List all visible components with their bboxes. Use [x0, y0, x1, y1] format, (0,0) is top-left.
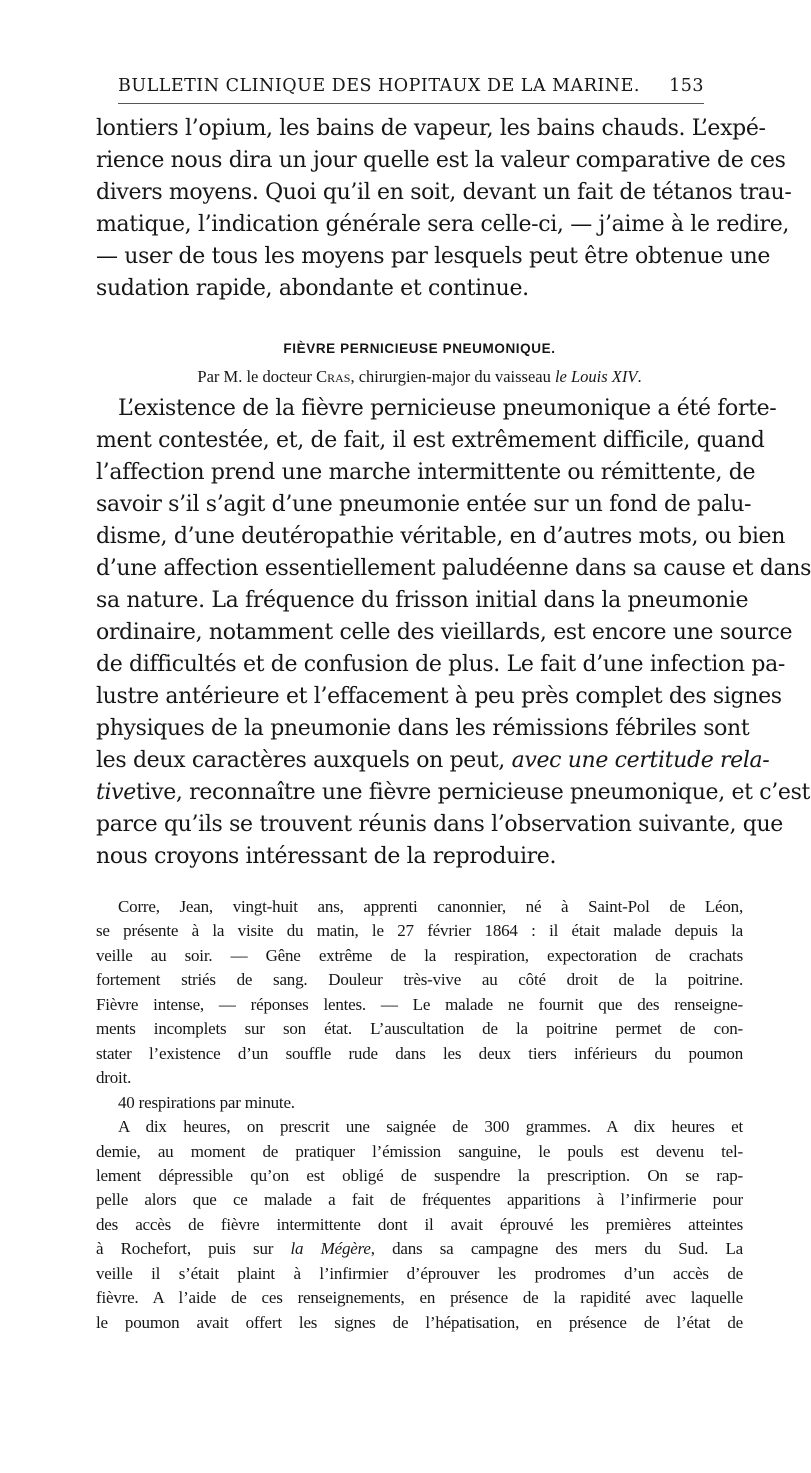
italic-phrase: tive	[96, 780, 136, 805]
running-header	[118, 76, 704, 96]
text-segment: les deux caractères auxquels on peut,	[96, 748, 505, 773]
text-line: divers moyens. Quoi qu’il en soit, devant un fait de tétanos trau-	[96, 180, 792, 205]
italic-phrase: avec une certitude rela-	[511, 748, 770, 773]
text-line: lustre antérieure et l’effacement à peu près complet des signes	[96, 684, 782, 709]
byline	[96, 367, 743, 387]
text-line: d’une affection essentiellement paludéenne dans sa cause et dans	[96, 556, 811, 581]
text-line	[96, 1237, 743, 1261]
text-line: de difficultés et de confusion de plus. Le fait d’une infection pa-	[96, 652, 785, 677]
text-line: droit.	[96, 1068, 132, 1088]
text-line: rience nous dira un jour quelle est la valeur comparative de ces	[96, 148, 786, 173]
byline-ship: le Louis XIV	[554, 367, 638, 386]
running-title: BULLETIN CLINIQUE DES HOPITAUX DE LA MARINE.	[118, 76, 640, 96]
text-line: L’existence de la fièvre pernicieuse pneumonique a été forte-	[118, 396, 777, 421]
intro-paragraph	[96, 113, 792, 305]
text-line: se présente à la visite du matin, le 27 février 1864 : il était malade depuis la	[96, 921, 743, 941]
text-line: ments incomplets sur son état. L’auscultation de la poitrine permet de con-	[96, 1019, 743, 1039]
text-line	[96, 777, 811, 809]
text-line: lement dépressible qu’on est obligé de suspendre la prescription. On se rap-	[96, 1165, 743, 1185]
text-segment: , dans sa campagne des mers du Sud. La	[370, 1239, 743, 1259]
byline-suffix: .	[637, 367, 642, 386]
text-line: physiques de la pneumonie dans les rémissions fébriles sont	[96, 716, 750, 741]
text-line: nous croyons intéressant de la reproduire.	[96, 844, 557, 869]
observation-paragraph	[96, 895, 743, 1335]
byline-author: Cras	[316, 367, 351, 386]
text-line: lontiers l’opium, les bains de vapeur, les bains chauds. L’expé-	[96, 116, 766, 141]
text-line	[96, 745, 770, 777]
byline-prefix: Par M. le docteur	[197, 367, 312, 386]
text-line: stater l’existence d’un souffle rude dans les deux tiers inférieurs du poumon	[96, 1043, 743, 1063]
text-line: des accès de fièvre intermittente dont il avait éprouvé les premières atteintes	[96, 1214, 743, 1234]
text-line: veille il s’était plaint à l’infirmier d’éprouver les prodromes d’un accès de	[96, 1263, 743, 1283]
text-line: veille au soir. — Gêne extrême de la respiration, expectoration de crachats	[96, 945, 743, 965]
text-line: Corre, Jean, vingt-huit ans, apprenti canonnier, né à Saint-Pol de Léon,	[118, 897, 743, 916]
text-line: matique, l’indication générale sera celle-ci, — j’aime à le redire,	[96, 212, 790, 237]
text-line: l’affection prend une marche intermittente ou rémittente, de	[96, 460, 756, 485]
italic-ship-name: la Mégère	[290, 1239, 371, 1259]
section-title: FIÈVRE PERNICIEUSE PNEUMONIQUE.	[283, 341, 556, 356]
text-line: A dix heures, on prescrit une saignée de 300 grammes. A dix heures et	[118, 1117, 743, 1137]
text-line: pelle alors que ce malade a fait de fréquentes apparitions à l’infirmerie pour	[96, 1190, 743, 1210]
text-line: sudation rapide, abondante et continue.	[96, 276, 529, 301]
page-number: 153	[669, 76, 704, 96]
text-line: — user de tous les moyens par lesquels peut être obtenue une	[96, 244, 770, 269]
text-line: ordinaire, notamment celle des vieillards, est encore une source	[96, 620, 793, 645]
text-line: sa nature. La fréquence du frisson initial dans la pneumonie	[96, 588, 749, 613]
header-rule	[118, 103, 704, 104]
text-line: savoir s’il s’agit d’une pneumonie entée sur un fond de palu-	[96, 492, 752, 517]
text-line: ment contestée, et, de fait, il est extrêmement difficile, quand	[96, 428, 765, 453]
text-line: fièvre. A l’aide de ces renseignements, en présence de la rapidité avec laquelle	[96, 1288, 743, 1308]
text-line: demie, au moment de pratiquer l’émission sanguine, le pouls est devenu tel-	[96, 1141, 743, 1161]
text-line: disme, d’une deutéropathie véritable, en d’autres mots, ou bien	[96, 524, 786, 549]
text-line: Fièvre intense, — réponses lentes. — Le malade ne fournit que des renseigne-	[96, 994, 743, 1014]
text-line: parce qu’ils se trouvent réunis dans l’observation suivante, que	[96, 812, 783, 837]
text-line: fortement striés de sang. Douleur très-vive au côté droit de la poitrine.	[96, 970, 743, 990]
text-line: 40 respirations par minute.	[118, 1092, 295, 1112]
text-line: le poumon avait offert les signes de l’hépatisation, en présence de l’état de	[96, 1312, 743, 1332]
main-paragraph	[96, 393, 811, 873]
byline-middle: , chirurgien-major du vaisseau	[350, 367, 551, 386]
text-segment: tive, reconnaître une fièvre pernicieuse pneumonique, et c’est	[135, 780, 811, 805]
text-segment: à Rochefort, puis sur	[96, 1239, 274, 1259]
